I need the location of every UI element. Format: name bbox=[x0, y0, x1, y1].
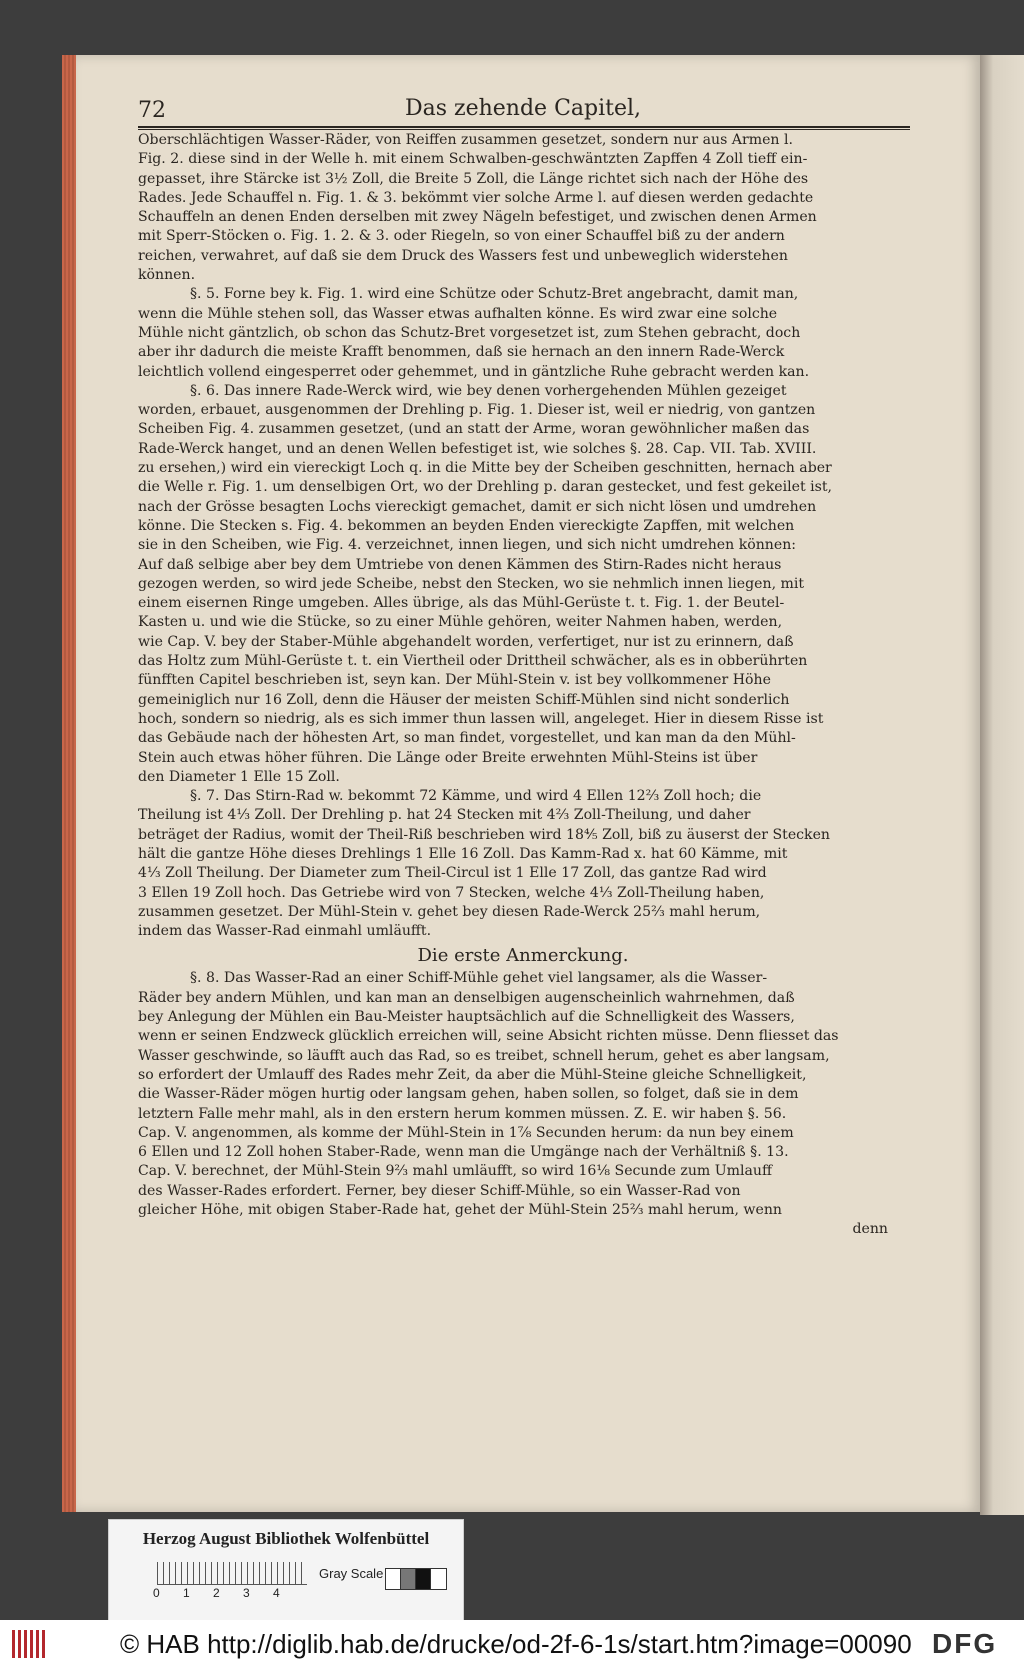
text-line: gepasset, ihre Stärcke ist 3½ Zoll, die Breite 5 Zoll, die Länge richtet sich nach der Höhe des bbox=[138, 170, 809, 187]
ruler-number: 2 bbox=[213, 1586, 220, 1600]
text-line: hält die gantze Höhe dieses Drehlings 1 Elle 16 Zoll. Das Kamm-Rad x. hat 60 Kämme, mit bbox=[138, 845, 788, 862]
text-line: einem eisernen Ringe umgeben. Alles übrige, als das Mühl-Gerüste t. t. Fig. 1. der Beutel- bbox=[138, 595, 785, 612]
text-line: nach der Grösse besagten Lochs viereckigt gemachet, damit er sich nicht lösen und umdrehen bbox=[138, 498, 817, 515]
text-line: Räder bey andern Mühlen, und kan man an denselbigen augenscheinlich wahrnehmen, daß bbox=[138, 989, 795, 1006]
text-line: das Gebäude nach der höhesten Art, so man findet, vorgestellet, und kan man da den Mühl- bbox=[138, 730, 796, 747]
header-rule bbox=[138, 126, 910, 128]
text-line: Auf daß selbige aber bey dem Umtriebe von denen Kämmen des Stirn-Rades nicht heraus bbox=[138, 556, 782, 573]
text-line: 6 Ellen und 12 Zoll hohen Staber-Rade, wenn man die Umgänge nach der Verhältniß §. 13. bbox=[138, 1144, 789, 1161]
text-line: bey Anlegung der Mühlen ein Bau-Meister hauptsächlich auf die Schnelligkeit des Wassers, bbox=[138, 1009, 795, 1026]
text-line: den Diameter 1 Elle 15 Zoll. bbox=[138, 768, 340, 785]
text-line: §. 6. Das innere Rade-Werck wird, wie bey denen vorhergehenden Mühlen gezeiget bbox=[190, 382, 787, 399]
text-line: Kasten u. und wie die Stücke, so zu einer Mühle gehören, weiter Nahmen haben, werden, bbox=[138, 614, 783, 631]
text-line: Rade-Werck hanget, und an denen Wellen befestiget ist, wie solches §. 28. Cap. VII. Tab. XVIII. bbox=[138, 440, 817, 457]
text-line: mit Sperr-Stöcken o. Fig. 1. 2. & 3. oder Riegeln, so von einer Schauffel biß zu der andern bbox=[138, 228, 785, 245]
library-name: Herzog August Bibliothek Wolfenbüttel bbox=[142, 1529, 430, 1548]
text-line: des Wasser-Rades erfordert. Ferner, bey dieser Schiff-Mühle, so ein Wasser-Rad von bbox=[138, 1182, 741, 1199]
text-line: Fig. 2. diese sind in der Welle h. mit einem Schwalben-geschwäntzten Zapffen 4 Zoll tieff ein- bbox=[138, 151, 808, 168]
text-line: sie in den Scheiben, wie Fig. 4. verzeichnet, innen liegen, und sich nicht umdrehen können: bbox=[138, 537, 797, 554]
text-line: leichtlich vollend eingesperret oder gehemmet, und in gäntzliche Ruhe gebracht werden kan. bbox=[138, 363, 810, 380]
header-rule-thin bbox=[138, 129, 910, 130]
text-line: Scheiben Fig. 4. zusammen gesetzet, (und an statt der Arme, woran gewöhnlicher maßen das bbox=[138, 421, 810, 438]
page-edge-stack bbox=[62, 55, 76, 1512]
paragraph-6 bbox=[138, 382, 908, 787]
ruler-number: 1 bbox=[183, 1586, 190, 1600]
hab-logo-icon bbox=[12, 1630, 48, 1658]
text-line: §. 8. Das Wasser-Rad an einer Schiff-Mühle gehet viel langsamer, als die Wasser- bbox=[190, 970, 768, 987]
text-line: können. bbox=[138, 267, 196, 284]
section-heading: Die erste Anmerckung. bbox=[417, 945, 629, 967]
dfg-logo: DFG bbox=[932, 1628, 998, 1659]
text-line: das Holtz zum Mühl-Gerüste t. t. ein Viertheil oder Drittheil schwächer, als es in obberührten bbox=[138, 653, 808, 670]
ruler-numbers bbox=[153, 1586, 323, 1600]
text-line: §. 5. Forne bey k. Fig. 1. wird eine Schütze oder Schutz-Bret angebracht, damit man, bbox=[190, 286, 799, 303]
text-line: gemeiniglich nur 16 Zoll, denn die Häuser der meisten Schiff-Mühlen sind nicht sonderlich bbox=[138, 691, 790, 708]
text-line: aber ihr dadurch die meiste Krafft benommen, daß sie hernach an den innern Rade-Werck bbox=[138, 344, 785, 361]
text-line: Wasser geschwinde, so läufft auch das Rad, so es treibet, schnell herum, gehet es aber langsam, bbox=[138, 1047, 830, 1064]
text-line: reichen, verwahret, auf daß sie dem Druck des Wassers fest und unbeweglich widerstehen bbox=[138, 247, 788, 264]
text-line: Oberschlächtigen Wasser-Räder, von Reiffen zusammen gesetzet, sondern nur aus Armen l. bbox=[138, 132, 793, 148]
page-number: 72 bbox=[138, 98, 166, 123]
ruler-scale bbox=[157, 1562, 307, 1585]
ruler-number: 0 bbox=[153, 1586, 160, 1600]
text-line: Schauffeln an denen Enden derselben mit zwey Nägeln befestiget, und zwischen denen Armen bbox=[138, 209, 817, 226]
text-line: wie Cap. V. bey der Staber-Mühle abgehandelt worden, verfertiget, nur ist zu erinnern, daß bbox=[138, 633, 794, 650]
ruler-number: 3 bbox=[243, 1586, 250, 1600]
catchword: denn bbox=[852, 1221, 888, 1238]
footer-bar bbox=[0, 1620, 1024, 1667]
running-title: Das zehende Capitel, bbox=[404, 96, 642, 121]
ruler-number: 4 bbox=[273, 1586, 280, 1600]
text-line: zusammen gesetzet. Der Mühl-Stein v. gehet bey diesen Rade-Werck 25⅔ mahl herum, bbox=[138, 903, 761, 920]
text-line: 3 Ellen 19 Zoll hoch. Das Getriebe wird von 7 Stecken, welche 4⅓ Zoll-Theilung haben, bbox=[138, 884, 765, 901]
text-line: indem das Wasser-Rad einmahl umläufft. bbox=[138, 923, 432, 940]
gray-swatch-white-2 bbox=[430, 1568, 447, 1590]
text-line: Rades. Jede Schauffel n. Fig. 1. & 3. bekömmt vier solche Arme l. auf diesen werden gedachte bbox=[138, 189, 814, 206]
paragraph-7 bbox=[138, 787, 908, 941]
text-line: Stein auch etwas höher führen. Die Länge oder Breite erwehnten Mühl-Steins ist über bbox=[138, 749, 758, 766]
text-line: Cap. V. angenommen, als komme der Mühl-Stein in 1⅞ Secunden herum: da nun bey einem bbox=[138, 1124, 794, 1141]
text-line: könne. Die Stecken s. Fig. 4. bekommen an beyden Enden viereckigte Zapffen, mit welchen bbox=[138, 517, 795, 534]
library-color-card bbox=[108, 1519, 464, 1621]
text-line: beträget der Radius, womit der Theil-Riß beschrieben wird 18⅘ Zoll, biß zu äuserst der Stecken bbox=[138, 826, 831, 843]
gray-scale-label: Gray Scale bbox=[319, 1566, 384, 1581]
footer-url[interactable]: © HAB http://diglib.hab.de/drucke/od-2f-6-1s/start.htm?image=00090 bbox=[120, 1629, 912, 1659]
page-header bbox=[138, 92, 908, 126]
body-text bbox=[138, 131, 908, 1240]
text-line: die Welle r. Fig. 1. um denselbigen Ort, wo der Drehling p. daran gestecket, und fest gekeilet ist, bbox=[138, 479, 832, 496]
text-line: letztern Falle mehr mahl, als in den erstern herum kommen müssen. Z. E. wir haben §. 56. bbox=[138, 1105, 787, 1122]
text-line: die Wasser-Räder mögen hurtig oder langsam gehen, haben sollen, so folget, daß sie in dem bbox=[138, 1086, 799, 1103]
text-line: hoch, sondern so niedrig, als es sich immer thun lassen will, angeleget. Hier in diesem Risse ist bbox=[138, 710, 824, 727]
text-line: so erfordert der Umlauff des Rades mehr Zeit, da aber die Mühl-Steine gleiche Schnelligkeit, bbox=[138, 1066, 807, 1083]
text-line: gezogen werden, so wird jede Scheibe, nebst den Stecken, wo sie nehmlich innen liegen, mit bbox=[138, 575, 805, 592]
text-line: fünfften Capitel beschrieben ist, seyn kan. Der Mühl-Stein v. ist bey vollkommener Höhe bbox=[138, 672, 771, 689]
text-line: gleicher Höhe, mit obigen Staber-Rade hat, gehet der Mühl-Stein 25⅔ mahl herum, wenn bbox=[138, 1202, 782, 1219]
text-line: Theilung ist 4⅓ Zoll. Der Drehling p. hat 24 Stecken mit 4⅔ Zoll-Theilung, und daher bbox=[138, 807, 751, 824]
paragraph-8 bbox=[138, 969, 908, 1220]
text-line: 4⅓ Zoll Theilung. Der Diameter zum Theil-Circul ist 1 Elle 17 Zoll, das gantze Rad wird bbox=[138, 865, 767, 882]
text-line: zu ersehen,) wird ein viereckigt Loch q. in die Mitte bey der Scheiben geschnitten, hernach aber bbox=[138, 460, 832, 477]
text-line: §. 7. Das Stirn-Rad w. bekommt 72 Kämme, und wird 4 Ellen 12⅔ Zoll hoch; die bbox=[190, 788, 762, 805]
text-line: Mühle nicht gäntzlich, ob schon das Schutz-Bret vorgesetzet ist, zum Stehen gebracht, doch bbox=[138, 324, 801, 341]
paragraph-5 bbox=[138, 285, 908, 381]
text-line: Cap. V. berechnet, der Mühl-Stein 9⅔ mahl umläufft, so wird 16⅛ Secunde zum Umlauff bbox=[138, 1163, 773, 1180]
facing-page-edge bbox=[980, 55, 1024, 1515]
paragraph-continuation bbox=[138, 131, 908, 285]
text-line: wenn die Mühle stehen soll, das Wasser etwas aufhalten könne. Es wird zwar eine solche bbox=[138, 305, 778, 322]
text-line: worden, erbauet, ausgenommen der Drehling p. Fig. 1. Dieser ist, weil er niedrig, von gantzen bbox=[138, 402, 816, 419]
text-line: wenn er seinen Endzweck glücklich erreichen will, seine Absicht richten müsse. Denn fliesset das bbox=[138, 1028, 839, 1045]
